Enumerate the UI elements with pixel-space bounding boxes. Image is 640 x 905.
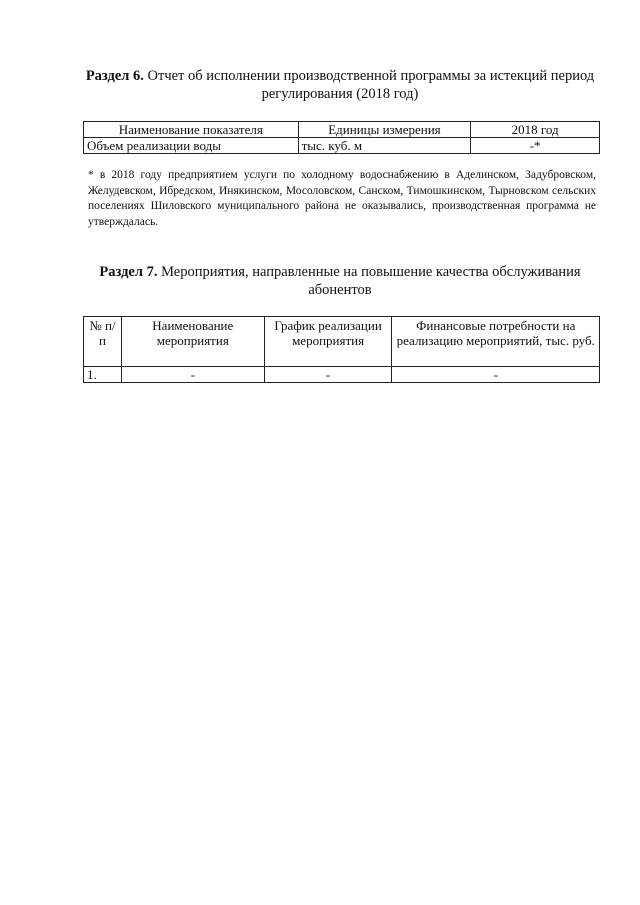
table-cell: 1. [84,367,122,383]
table-cell: -* [471,138,600,154]
column-header-indicator: Наименование показателя [84,122,299,138]
table-row [84,138,600,154]
table-cell: - [264,367,392,383]
column-header-units: Единицы измерения [298,122,471,138]
measures-table [83,316,600,383]
table-cell: Объем реализации воды [84,138,299,154]
table-row [84,367,600,383]
column-header-financial-needs: Финансовые потребности на реализацию мероприятий, тыс. руб. [392,317,600,367]
production-program-report-table [83,121,600,154]
section-7-number: Раздел 7. [99,264,158,280]
table-cell: тыс. куб. м [298,138,471,154]
section-7-heading [80,263,600,299]
section-6-number: Раздел 6. [85,68,144,84]
section-6-title: Отчет об исполнении производственной программы за истекций период регулирования (2018 год) [143,68,595,102]
column-header-number: № п/п [84,317,122,367]
section-7-title: Мероприятия, направленные на повышение качества обслуживания абонентов [157,264,581,298]
table-cell: - [392,367,600,383]
table-header-row [84,317,600,367]
footnote: * в 2018 году предприятием услуги по холодному водоснабжению в Аделинском, Задубровском, Желудевском, Ибредском, Инякинском, Мосоловском, Санском, Тимошкинском, Тырновском сельских поселениях Шиловского муниципального района не оказывались, производственная программа не утверждалась. [88,169,596,228]
table-cell: - [121,367,264,383]
column-header-schedule: График реализации мероприятия [264,317,392,367]
table-header-row [84,122,600,138]
column-header-year: 2018 год [471,122,600,138]
section-6-heading [80,67,600,103]
column-header-measure-name: Наименование мероприятия [121,317,264,367]
